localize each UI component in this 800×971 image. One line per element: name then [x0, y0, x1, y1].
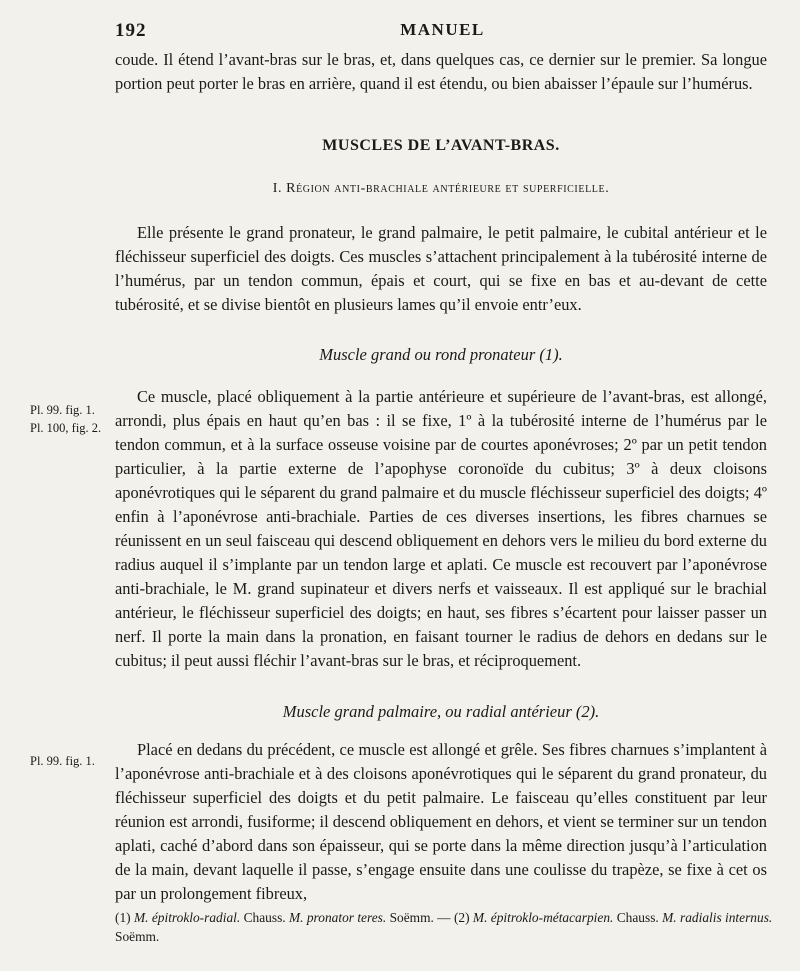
intro-paragraph: coude. Il étend l’avant-bras sur le bras, et, dans quelques cas, ce dernier sur le premier. Sa longue portion peut porter le bras en arrière, quand il est étendu, ou bien abaisser l’épaule sur l’humérus. [115, 50, 767, 93]
footnote-term: M. pronator teres. [289, 910, 387, 925]
margin-note: Pl. 99. fig. 1. [30, 403, 95, 417]
footnote-marker: (1) [115, 910, 131, 925]
section-heading: MUSCLES DE L’AVANT-BRAS. [322, 137, 560, 154]
region-heading: I. Région anti-brachiale antérieure et superficielle. [272, 181, 610, 196]
page-header [115, 20, 770, 44]
region-paragraph: Elle présente le grand pronateur, le grand palmaire, le petit palmaire, le cubital antérieur et le fléchisseur superficiel des doigts. Ces muscles s’attachent principalement à la tubérosité interne de l’humérus, par un tendon commun, épais et court, qui se fixe en bas et au-devant de cette tubérosité, et se divise bientôt en plusieurs lames qu’il envoie entr’eux. [115, 223, 767, 314]
muscle2-paragraph-block [115, 738, 767, 906]
page-number: 192 [115, 20, 147, 41]
region-paragraph-block [115, 221, 767, 317]
footnote-term: M. épitroklo-radial. [133, 910, 241, 925]
muscle1-heading: Muscle grand ou rond pronateur (1). [319, 345, 563, 364]
footnote-author: Soëmm. [115, 929, 160, 944]
muscle1-paragraph: Ce muscle, placé obliquement à la partie antérieure et supérieure de l’avant-bras, est allongé, arrondi, plus épais en haut qu’en bas : il se fixe, 1º à la tubérosité interne de l’humérus par le tendon commun, et à la surface osseuse voisine par de courtes aponévroses; 2º par un petit tendon particulier, à la partie externe de l’apophyse coronoïde du cubitus; 3º à deux cloisons aponévrotiques qui le séparent du grand palmaire et du muscle fléchisseur superficiel des doigts; 4º enfin à l’aponévrose anti-brachiale. Parties de ces diverses insertions, les fibres charnues se réunissent en un seul faisceau qui descend obliquement en dehors vers le milieu du bord externe du radius auquel il s’implante par un tendon large et aplati. Ce muscle est recouvert par l’aponévrose anti-brachiale, le M. grand supinateur et divers nerfs et vaisseaux. Il est appliqué sur le brachial antérieur, le fléchisseur superficiel des doigts; en haut, ses fibres s’écartent pour laisser passer un nerf. Il porte la main dans la pronation, en faisant tourner le radius de dehors en dedans sur le cubitus; il peut aussi fléchir l’avant-bras sur le bras, et réciproquement. [115, 387, 767, 670]
footnote-marker: (2) [453, 910, 470, 925]
footnote-term: M. épitroklo-métacarpien. [472, 910, 614, 925]
footnote-author: Chauss. [616, 910, 659, 925]
footnote-author: Chauss. [243, 910, 286, 925]
muscle2-paragraph: Placé en dedans du précédent, ce muscle est allongé et grêle. Ses fibres charnues s’implantent à l’aponévrose anti-brachiale et à des cloisons aponévrotiques qui le séparent du grand pronateur, du fléchisseur superficiel des doigts et du petit palmaire. Le faisceau qu’elles constituent par leur réunion est arrondi, fusiforme; il descend obliquement en dehors, et vient se terminer sur un tendon aplati, caché d’abord dans son épaisseur, qui se porte dans la même direction jusqu’à l’articulation de la main, devant laquelle il passe, s’engage ensuite dans une coulisse du trapèze, se fixe à cet os par un prolongement fibreux, [115, 740, 767, 903]
margin-note: Pl. 99. fig. 1. [30, 754, 95, 768]
footnote-author: Soëmm. — [389, 910, 451, 925]
footnotes [115, 908, 775, 946]
running-head: MANUEL [400, 20, 485, 39]
intro-paragraph-block [115, 48, 767, 96]
muscle1-paragraph-block [115, 385, 767, 673]
muscle2-heading: Muscle grand palmaire, ou radial antérieur (2). [282, 702, 600, 721]
margin-note: Pl. 100, fig. 2. [30, 421, 102, 435]
footnote-term: M. radialis internus. [662, 910, 773, 925]
